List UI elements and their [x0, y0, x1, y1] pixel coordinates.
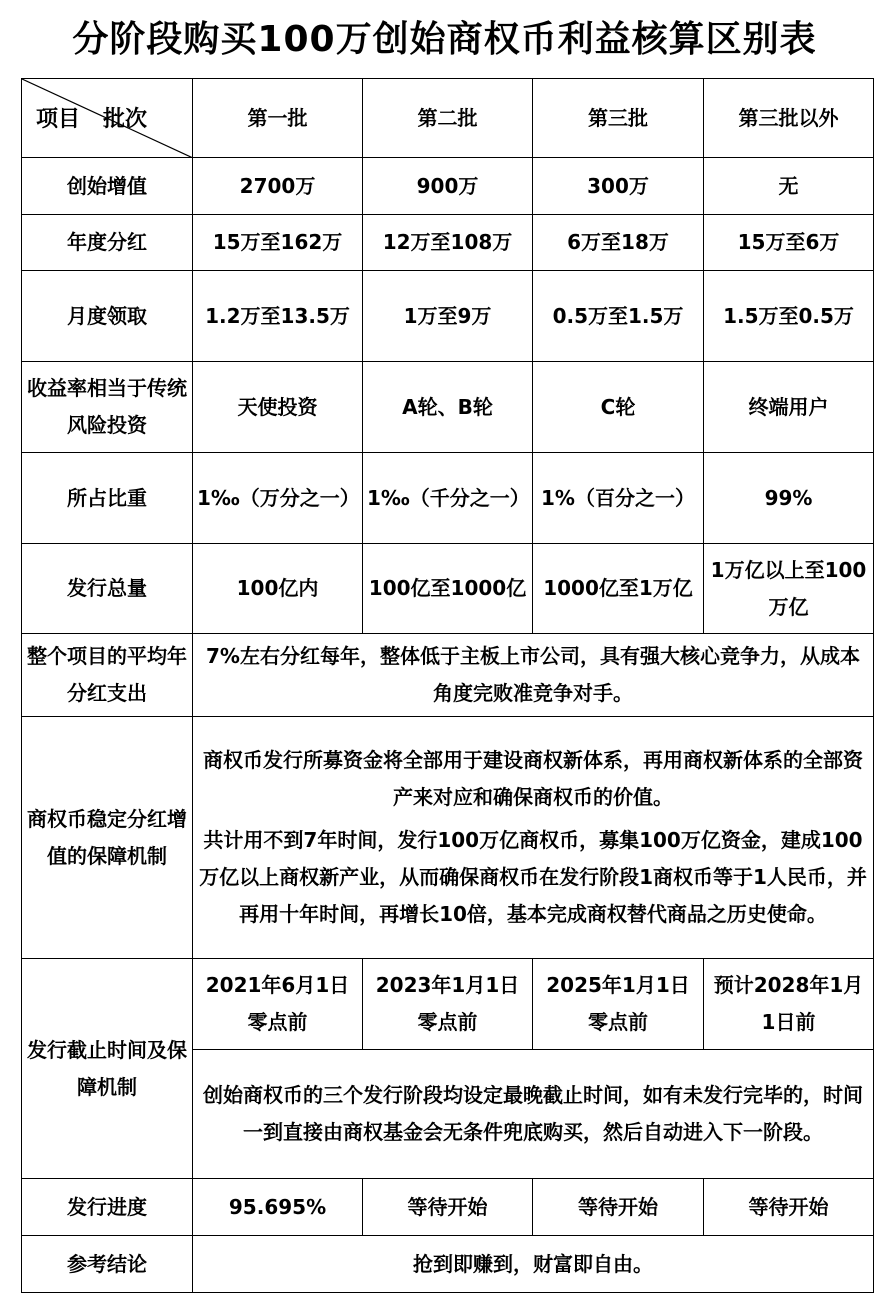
row-label: 整个项目的平均年分红支出	[22, 634, 193, 717]
avg-dividend-text: 7%左右分红每年，整体低于主板上市公司，具有强大核心竞争力，从成本角度完败准竞争对手。	[193, 634, 874, 717]
comparison-table	[21, 78, 874, 1293]
corner-cell	[22, 79, 193, 158]
row-conclusion	[22, 1236, 874, 1293]
cell-value: 1万亿以上至100万亿	[704, 544, 874, 634]
row-progress	[22, 1179, 874, 1236]
row-label: 商权币稳定分红增值的保障机制	[22, 717, 193, 959]
cell-value: 天使投资	[193, 362, 363, 453]
stability-paragraph-2: 共计用不到7年时间，发行100万亿商权币，募集100万亿资金，建成100万亿以上商权新产业，从而确保商权币在发行阶段1商权币等于1人民币，并再用十年时间，再增长10倍，基本完成商权替代商品之历史使命。	[199, 828, 867, 926]
row-label: 所占比重	[22, 453, 193, 544]
row-total-issuance	[22, 544, 874, 634]
deadline-text: 创始商权币的三个发行阶段均设定最晚截止时间，如有未发行完毕的，时间一到直接由商权基金会无条件兜底购买，然后自动进入下一阶段。	[193, 1050, 874, 1179]
cell-value: 1%（百分之一）	[533, 453, 704, 544]
progress-value: 等待开始	[533, 1179, 704, 1236]
cell-value: 15万至6万	[704, 215, 874, 271]
row-founding-value	[22, 158, 874, 215]
header-batch-1: 第一批	[193, 79, 363, 158]
cell-value: 15万至162万	[193, 215, 363, 271]
cell-value: 1.2万至13.5万	[193, 271, 363, 362]
cell-value: 无	[704, 158, 874, 215]
deadline-date: 2023年1月1日零点前	[363, 959, 533, 1050]
cell-value: 100亿至1000亿	[363, 544, 533, 634]
page-title: 分阶段购买100万创始商权币利益核算区别表	[72, 19, 817, 60]
progress-value: 95.695%	[193, 1179, 363, 1236]
cell-value: 1万至9万	[363, 271, 533, 362]
deadline-date: 2021年6月1日零点前	[193, 959, 363, 1050]
deadline-date: 2025年1月1日零点前	[533, 959, 704, 1050]
cell-value: 1‰（千分之一）	[363, 453, 533, 544]
conclusion-text: 抢到即赚到，财富即自由。	[193, 1236, 874, 1293]
header-batch-3: 第三批	[533, 79, 704, 158]
deadline-date: 预计2028年1月1日前	[704, 959, 874, 1050]
stability-paragraph-1: 商权币发行所募资金将全部用于建设商权新体系，再用商权新体系的全部资产来对应和确保商权币的价值。	[203, 748, 863, 809]
cell-value: 12万至108万	[363, 215, 533, 271]
progress-value: 等待开始	[704, 1179, 874, 1236]
cell-value: 1‰（万分之一）	[193, 453, 363, 544]
row-deadline-dates	[22, 959, 874, 1050]
row-label: 参考结论	[22, 1236, 193, 1293]
header-batch-other: 第三批以外	[704, 79, 874, 158]
stability-text	[193, 717, 874, 959]
cell-value: 300万	[533, 158, 704, 215]
header-batch-2: 第二批	[363, 79, 533, 158]
header-row	[22, 79, 874, 158]
cell-value: 终端用户	[704, 362, 874, 453]
row-avg-dividend	[22, 634, 874, 717]
cell-value: C轮	[533, 362, 704, 453]
cell-value: 900万	[363, 158, 533, 215]
row-stability	[22, 717, 874, 959]
row-label: 发行截止时间及保障机制	[22, 959, 193, 1179]
cell-value: 6万至18万	[533, 215, 704, 271]
row-share-ratio	[22, 453, 874, 544]
cell-value: 100亿内	[193, 544, 363, 634]
cell-value: 99%	[704, 453, 874, 544]
cell-value: 0.5万至1.5万	[533, 271, 704, 362]
progress-value: 等待开始	[363, 1179, 533, 1236]
row-label: 创始增值	[22, 158, 193, 215]
corner-item-label: 项目	[36, 107, 81, 132]
row-label: 发行总量	[22, 544, 193, 634]
row-label: 年度分红	[22, 215, 193, 271]
row-label: 收益率相当于传统风险投资	[22, 362, 193, 453]
row-label: 月度领取	[22, 271, 193, 362]
row-monthly-draw	[22, 271, 874, 362]
corner-batch-label: 批次	[103, 107, 148, 132]
cell-value: 2700万	[193, 158, 363, 215]
cell-value: A轮、B轮	[363, 362, 533, 453]
row-yield-equivalent	[22, 362, 874, 453]
cell-value: 1.5万至0.5万	[704, 271, 874, 362]
row-annual-dividend	[22, 215, 874, 271]
row-label: 发行进度	[22, 1179, 193, 1236]
cell-value: 1000亿至1万亿	[533, 544, 704, 634]
